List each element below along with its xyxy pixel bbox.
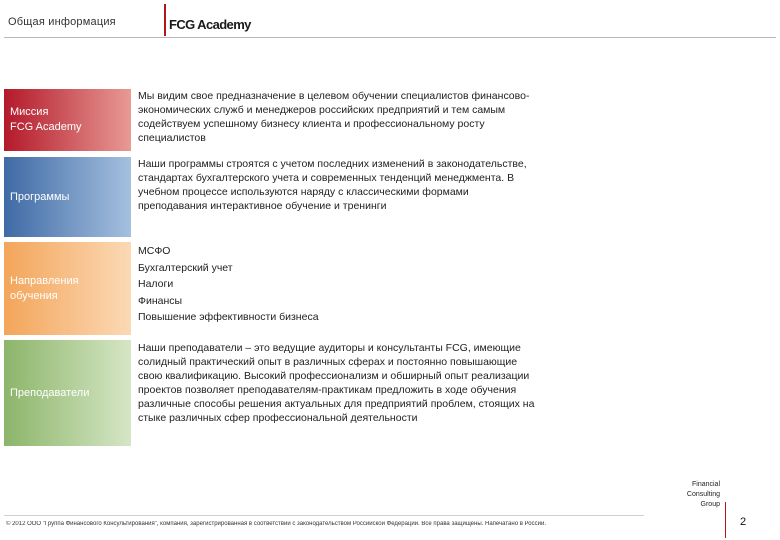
teachers-label bbox=[4, 340, 131, 446]
footer-divider bbox=[4, 515, 644, 516]
list-item: Повышение эффективности бизнеса bbox=[138, 311, 319, 323]
directions-list bbox=[138, 243, 538, 326]
mission-label bbox=[4, 89, 131, 151]
list-item: МСФО bbox=[138, 245, 171, 257]
brand-logo: FCG Academy bbox=[169, 17, 251, 32]
teachers-text: Наши преподаватели – это ведущие аудиторы и консультанты FCG, имеющие солидный практический опыт в различных сферах и постоянно повышающие свою квалификацию. Высокий профессионализм и обширный опыт реализации проектов позволяет преподавателям-практикам предложить в ходе обучения различные способы решения актуальных для предприятий проблем, стоящих на стыке различных сфер профессиональной деятельности bbox=[138, 342, 535, 424]
page-number: 2 bbox=[740, 516, 747, 528]
fcg-line-1: Financial bbox=[691, 481, 720, 488]
programs-label-line-1: Программы bbox=[10, 190, 70, 203]
directions-label-line-1: Направления bbox=[10, 274, 79, 287]
list-item: Бухгалтерский учет bbox=[138, 261, 233, 274]
section-label: Общая информация bbox=[8, 16, 116, 28]
mission-label-line-1: Миссия bbox=[10, 106, 49, 118]
list-item: Финансы bbox=[138, 294, 183, 307]
directions-label-line-2: обучения bbox=[10, 289, 58, 302]
fcg-line-2: Consulting bbox=[686, 491, 720, 498]
programs-text: Наши программы строятся с учетом последних изменений в законодательстве, стандартах бухгалтерского учета и современных тенденций менеджмента. В учебном процессе используются наряду с классическими формами преподавания интерактивное обучение и тренинги bbox=[138, 158, 527, 212]
fcg-logo-text bbox=[672, 480, 720, 510]
header-divider bbox=[4, 37, 776, 38]
header-accent-bar bbox=[164, 4, 166, 36]
directions-label bbox=[4, 242, 131, 335]
mission-text: Мы видим свое предназначение в целевом обучении специалистов финансово-экономических служб и менеджеров российских предприятий и тем самым содействуем успешному бизнесу клиента и профессиональному росту специалистов bbox=[138, 90, 530, 144]
teachers-label-line-1: Преподаватели bbox=[10, 386, 90, 399]
footer-copyright: © 2012 ООО "Группа Финансового Консультирования", компания, зарегистрированная в соответствии с законодательством Российской Федерации. Все права защищены. Напечатано в России. bbox=[6, 521, 547, 527]
mission-label-line-2: FCG Academy bbox=[10, 121, 82, 133]
list-item: Налоги bbox=[138, 278, 174, 290]
fcg-accent-line bbox=[725, 502, 726, 538]
programs-label bbox=[4, 157, 131, 237]
fcg-line-3: Group bbox=[700, 501, 720, 508]
